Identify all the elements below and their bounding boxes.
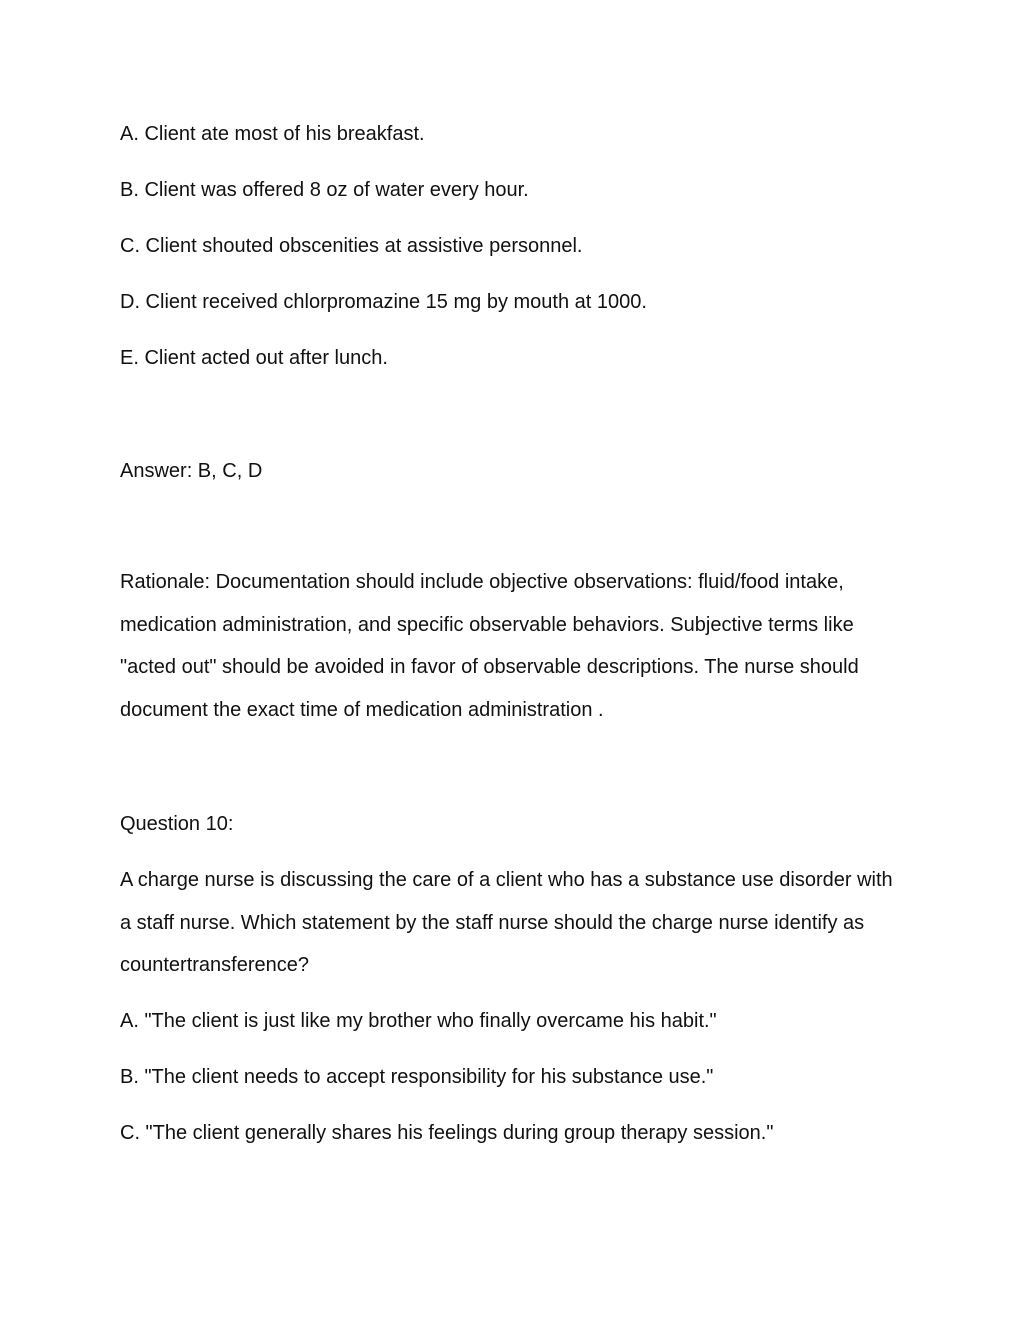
q10-option-b: B. "The client needs to accept responsibility for his substance use." bbox=[120, 1066, 714, 1088]
answer-line: Answer: B, C, D bbox=[120, 460, 263, 482]
document-page bbox=[120, 0, 900, 1320]
q10-option-a: A. "The client is just like my brother who finally overcame his habit." bbox=[120, 1010, 717, 1032]
question-stem: A charge nurse is discussing the care of a client who has a substance use disorder with a staff nurse. Which statement by the staff nurse should the charge nurse identify as countertransference? bbox=[120, 869, 893, 976]
option-a: A. Client ate most of his breakfast. bbox=[120, 123, 425, 145]
question-heading: Question 10: bbox=[120, 813, 234, 835]
option-d: D. Client received chlorpromazine 15 mg by mouth at 1000. bbox=[120, 291, 647, 313]
rationale-paragraph: Rationale: Documentation should include objective observations: fluid/food intake, medication administration, and specific observable behaviors. Subjective terms like "acted out" should be avoided in favor of observable descriptions. The nurse should document the exact time of medication administration . bbox=[120, 571, 859, 721]
option-e: E. Client acted out after lunch. bbox=[120, 347, 388, 369]
q10-option-c: C. "The client generally shares his feelings during group therapy session." bbox=[120, 1122, 774, 1144]
option-c: C. Client shouted obscenities at assistive personnel. bbox=[120, 235, 583, 257]
option-b: B. Client was offered 8 oz of water every hour. bbox=[120, 179, 529, 201]
